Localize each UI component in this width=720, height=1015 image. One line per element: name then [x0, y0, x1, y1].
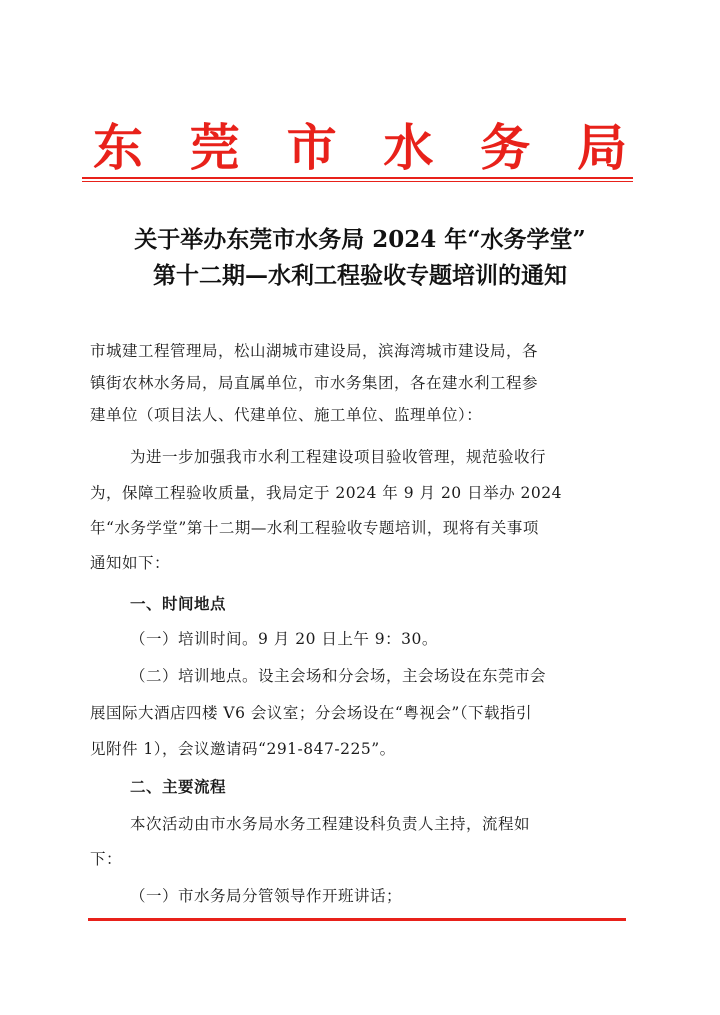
letterhead-title: [88, 116, 632, 180]
letterhead-char: 水: [383, 119, 434, 177]
section-item: （一）培训时间。9 月 20 日上午 9：30。: [130, 630, 438, 648]
section-item: （二）培训地点。设主会场和分会场，主会场设在东莞市会: [130, 667, 547, 685]
footer-divider: [88, 918, 626, 921]
letterhead-char: 东: [93, 119, 143, 177]
section-heading: 二、主要流程: [130, 778, 227, 796]
section-heading: 一、时间地点: [130, 595, 227, 613]
intro-line: 年“水务学堂”第十二期—水利工程验收专题培训，现将有关事项: [90, 519, 539, 537]
intro-line: 通知如下：: [90, 554, 171, 572]
notice-title-line2: 第十二期—水利工程验收专题培训的通知: [153, 262, 567, 289]
letterhead-divider: [82, 177, 633, 179]
notice-title-line1: 关于举办东莞市水务局 2024 年“水务学堂”: [134, 226, 586, 253]
addressee-line: 市城建工程管理局，松山湖城市建设局，滨海湾城市建设局，各: [90, 342, 539, 360]
intro-line: 为进一步加强我市水利工程建设项目验收管理，规范验收行: [130, 448, 547, 466]
section-item: 见附件 1），会议邀请码“291-847-225”。: [90, 740, 396, 758]
section-item: 展国际大酒店四楼 V6 会议室；分会场设在“粤视会”（下载指引: [90, 704, 533, 722]
letterhead-char: 局: [576, 119, 627, 177]
intro-line: 为，保障工程验收质量，我局定于 2024 年 9 月 20 日举办 2024: [90, 484, 562, 502]
addressee-line: 镇街农林水务局，局直属单位，市水务集团，各在建水利工程参: [90, 374, 539, 392]
letterhead-char: 莞: [189, 119, 240, 177]
letterhead-char: 务: [480, 119, 531, 177]
section-item: 本次活动由市水务局水务工程建设科负责人主持，流程如: [130, 815, 531, 833]
letterhead-divider-thin: [82, 181, 633, 182]
notice-title: [80, 222, 640, 294]
section-item: 下：: [90, 850, 123, 868]
addressee-line: 建单位（项目法人、代建单位、施工单位、监理单位）：: [90, 406, 483, 424]
letterhead-char: 市: [286, 119, 337, 177]
section-item: （一）市水务局分管领导作开班讲话；: [130, 887, 403, 905]
